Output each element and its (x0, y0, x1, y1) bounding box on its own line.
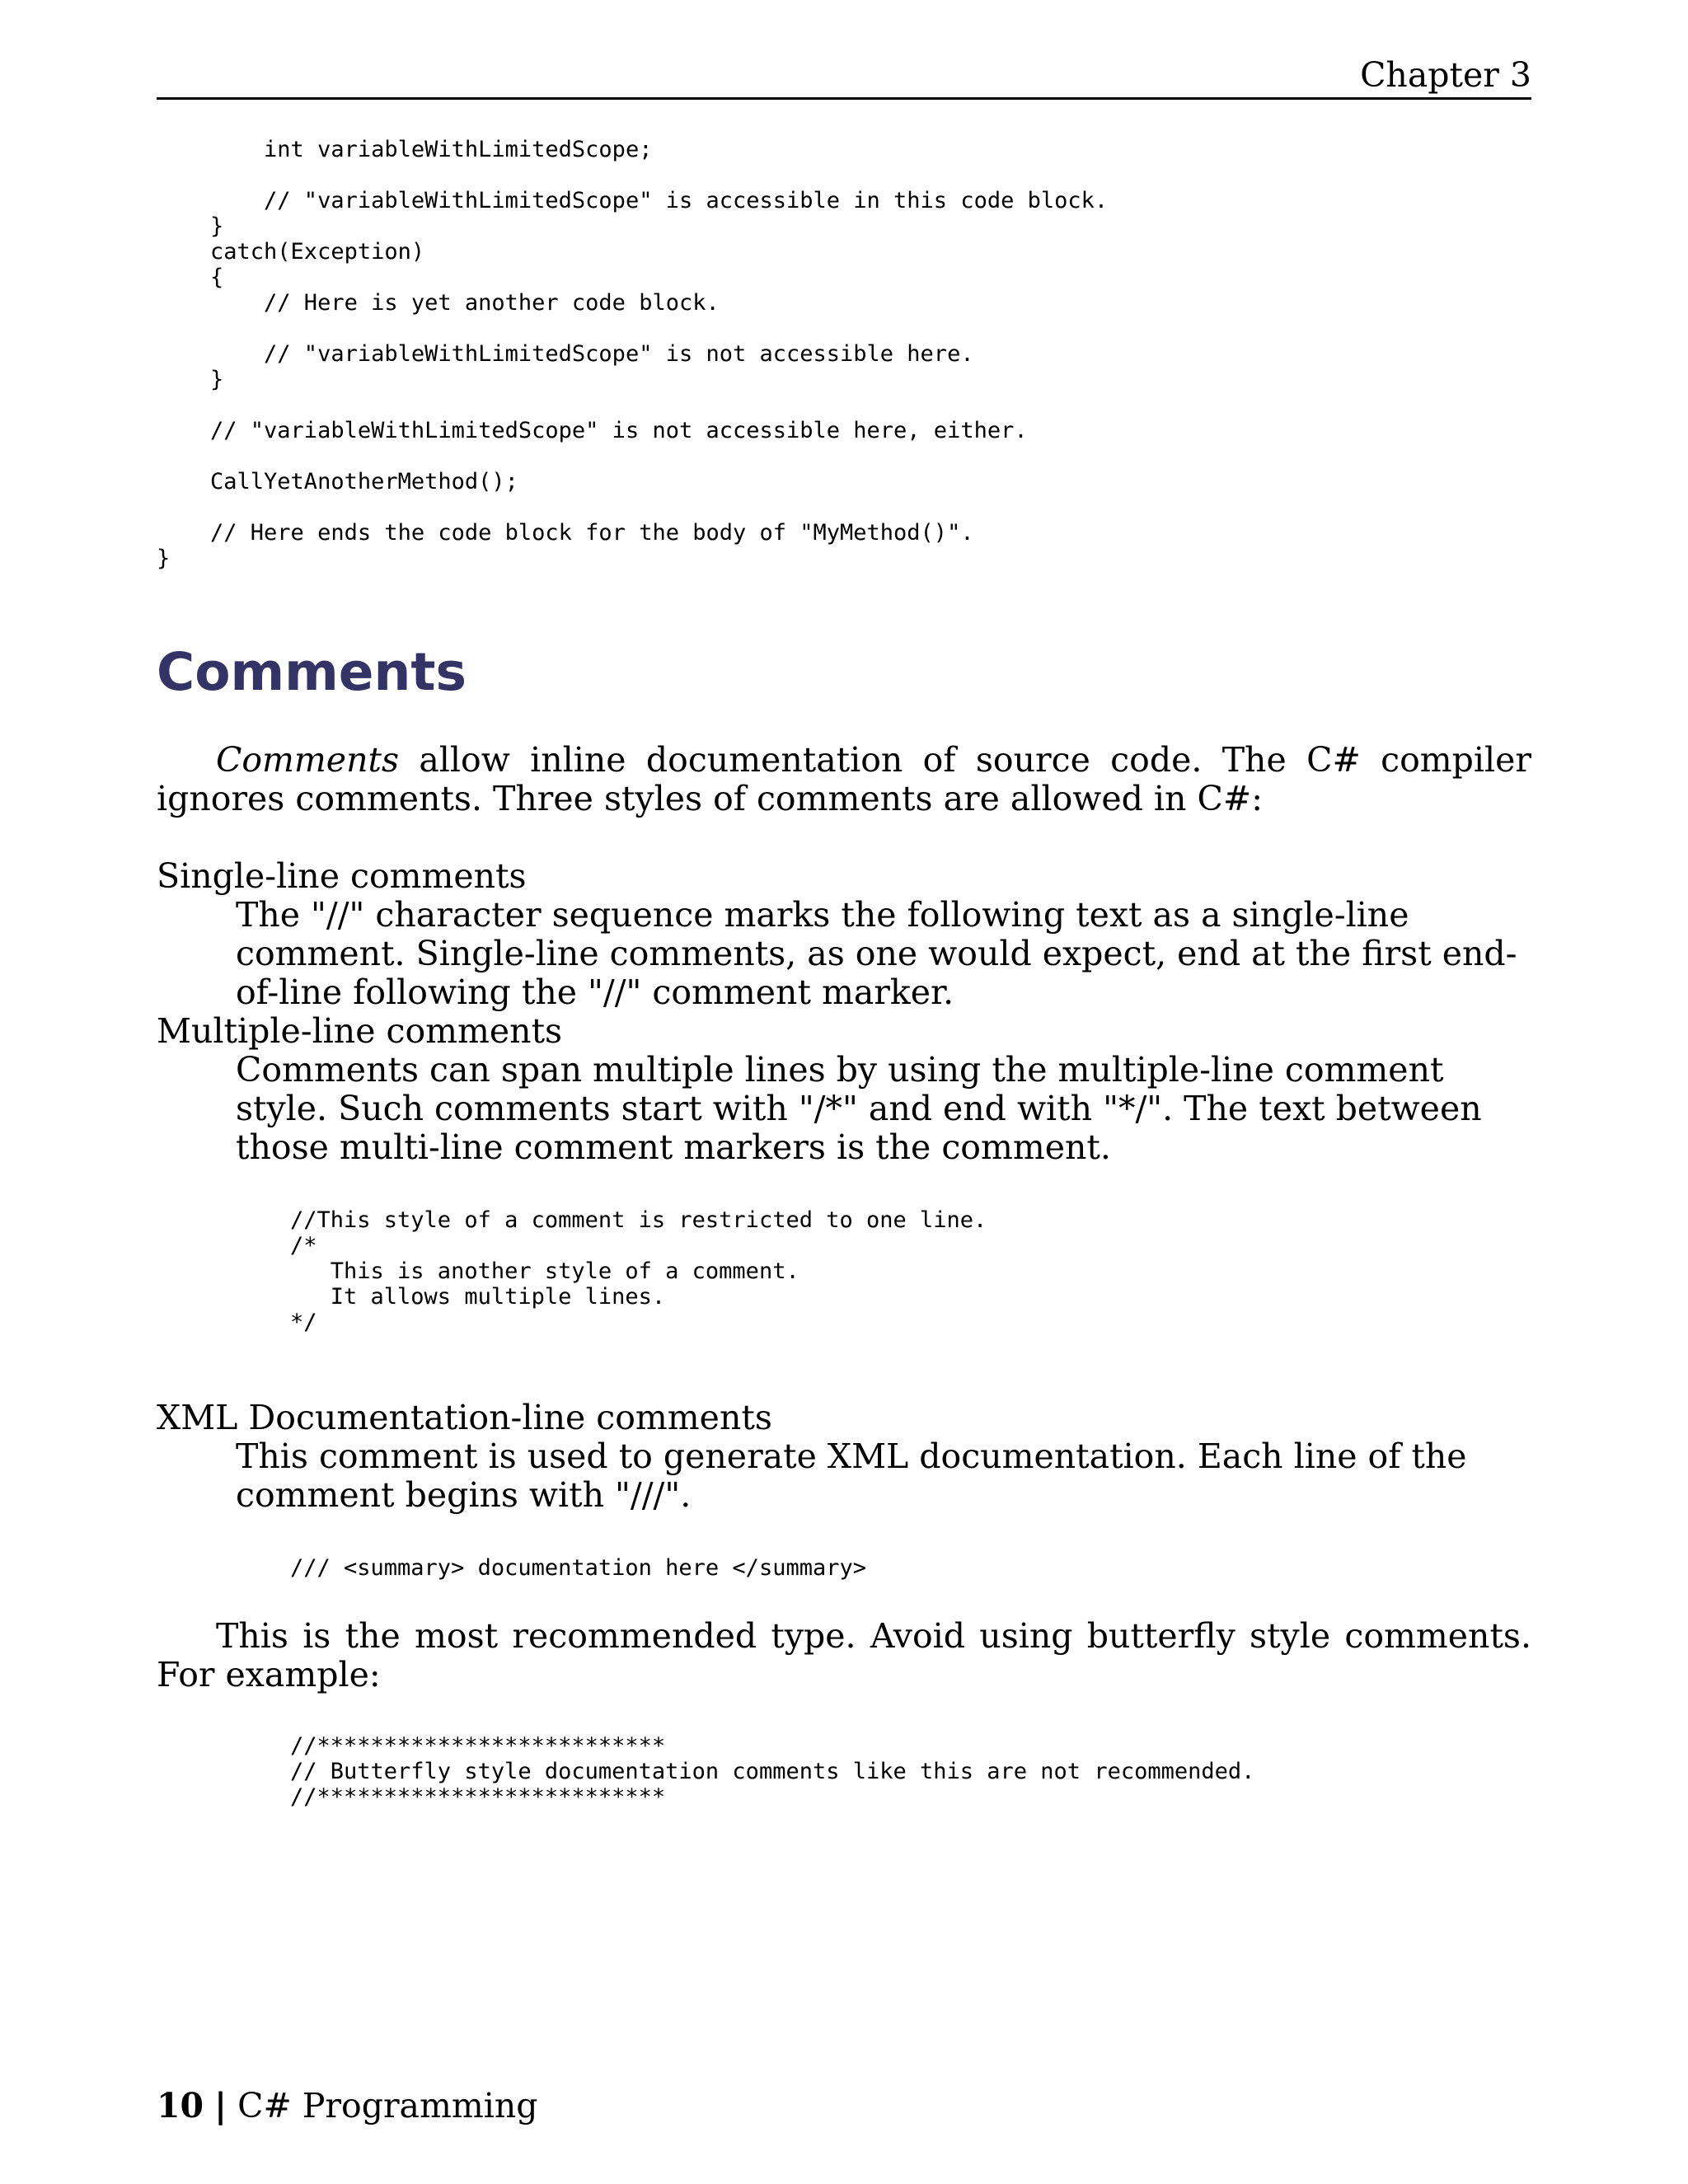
definition-xml-documentation: This comment is used to generate XML documentation. Each line of the comment begins with "///". (236, 1436, 1467, 1515)
recommendation-paragraph: This is the most recommended type. Avoid using butterfly style comments. For example: (157, 1616, 1531, 1694)
term-multiple-line: Multiple-line comments (157, 1011, 563, 1051)
code-line: //************************** (290, 1784, 666, 1810)
term-single-line: Single-line comments (157, 856, 527, 896)
code-line: int variableWithLimitedScope; (157, 137, 653, 162)
code-block-comment-styles (290, 1207, 987, 1335)
definition-single-line: The "//" character sequence marks the following text as a single-line comment. Single-line comments, as one would expect, end at the first end-of-line following the "//" comment marker. (236, 895, 1517, 1012)
code-block-scope-example (157, 137, 1108, 571)
term-xml-documentation: XML Documentation-line comments (157, 1398, 772, 1437)
footer-separator: | (214, 2086, 227, 2125)
code-line: This is another style of a comment. (290, 1258, 799, 1284)
code-line (157, 494, 1108, 520)
code-line: // "variableWithLimitedScope" is not accessible here, either. (157, 418, 1028, 443)
code-line: CallYetAnotherMethod(); (157, 469, 518, 494)
code-line: } (157, 546, 171, 571)
chapter-label: Chapter 3 (1360, 55, 1531, 95)
code-line: /// <summary> documentation here </summary> (290, 1555, 866, 1581)
code-line: /* (290, 1233, 317, 1258)
book-title: C# Programming (237, 2086, 538, 2125)
code-line: //************************** (290, 1733, 666, 1759)
code-line (157, 316, 1108, 341)
code-line: } (157, 213, 224, 239)
code-block-butterfly-comment (290, 1733, 1254, 1810)
code-line: // Here is yet another code block. (157, 290, 720, 316)
code-line: */ (290, 1310, 317, 1335)
intro-term: Comments (216, 740, 399, 780)
intro-text: allow inline documentation of source code. The C# compiler ignores comments. Three styles of comments are allowed in C#: (157, 740, 1531, 818)
code-line: It allows multiple lines. (290, 1284, 666, 1310)
code-line (157, 443, 1108, 469)
running-header (157, 54, 1531, 100)
code-line: // Butterfly style documentation comments like this are not recommended. (290, 1759, 1255, 1784)
code-line: //This style of a comment is restricted to one line. (290, 1207, 987, 1233)
code-line (157, 162, 1108, 188)
code-line: // "variableWithLimitedScope" is not accessible here. (157, 341, 974, 367)
code-line: catch(Exception) (157, 239, 425, 265)
definition-multiple-line: Comments can span multiple lines by using the multiple-line comment style. Such comments start with "/*" and end with "*/". The text between those multi-line comment markers is the comment. (236, 1050, 1482, 1167)
section-heading: Comments (157, 642, 467, 702)
code-line: // "variableWithLimitedScope" is accessible in this code block. (157, 188, 1109, 213)
code-line: // Here ends the code block for the body of "MyMethod()". (157, 520, 974, 546)
code-block-xml-comment (290, 1555, 866, 1581)
page-footer (157, 2085, 538, 2126)
code-line (157, 392, 1108, 418)
code-line: } (157, 367, 224, 392)
code-line: { (157, 265, 224, 290)
intro-paragraph (157, 741, 1531, 818)
page-number: 10 (157, 2086, 204, 2125)
